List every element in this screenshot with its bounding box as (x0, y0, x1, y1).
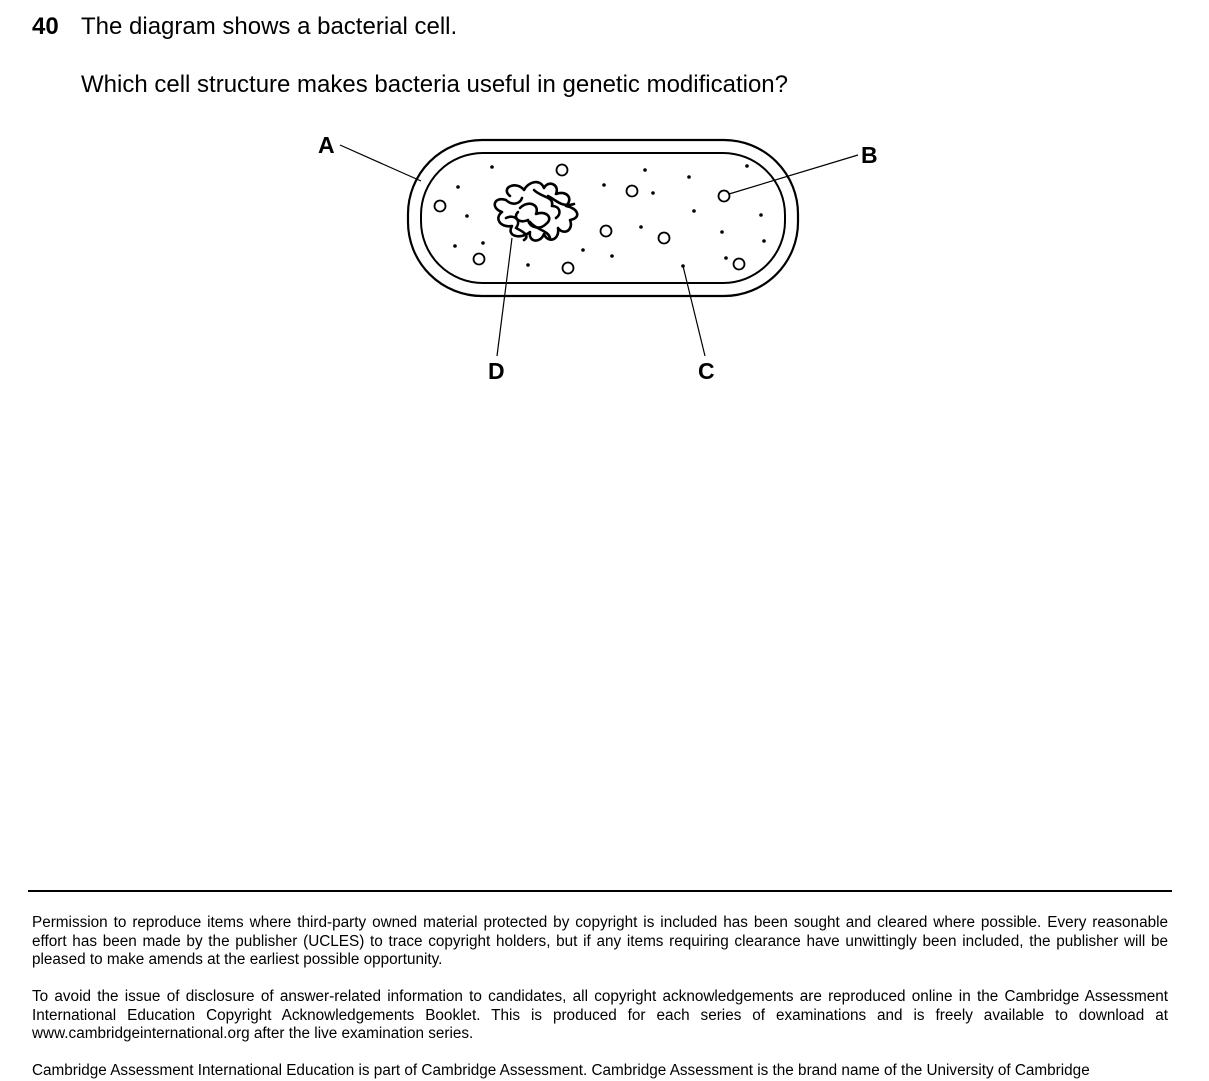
chromosome (495, 182, 577, 241)
cell-wall (408, 140, 798, 296)
leader-line-c (683, 266, 705, 356)
label-c: C (698, 358, 715, 384)
question-stem: The diagram shows a bacterial cell. (81, 13, 458, 40)
footer-acknowledgements: To avoid the issue of disclosure of answer-related information to candidates, all copyright acknowledgements are reproduced online in the Cambridge Assessment International Education Copyright Acknowledgements Booklet. This is produced for each series of examinations and is freely available to download at www.cambridgeinternational.org after the live examination series. (32, 988, 1168, 1042)
leader-line-a (340, 145, 421, 181)
label-b: B (861, 142, 878, 168)
footer-divider (28, 890, 1172, 892)
question-prompt: Which cell structure makes bacteria useful in genetic modification? (81, 71, 788, 98)
ribosomes (453, 164, 766, 268)
footer-cambridge: Cambridge Assessment International Education is part of Cambridge Assessment. Cambridge Assessment is the brand name of the University of Cambridge (32, 1062, 1090, 1079)
footer-permission: Permission to reproduce items where third-party owned material protected by copyright is included has been sought and cleared where possible. Every reasonable effort has been made by the publisher (UCLES) to trace copyright holders, but if any items requiring clearance have unwittingly been included, the publisher will be pleased to make amends at the earliest possible opportunity. (32, 914, 1168, 968)
question-number: 40 (32, 13, 59, 40)
label-d: D (488, 358, 505, 384)
bacterial-cell-diagram (0, 0, 1209, 420)
label-a: A (318, 132, 335, 158)
plasmids (435, 165, 745, 274)
